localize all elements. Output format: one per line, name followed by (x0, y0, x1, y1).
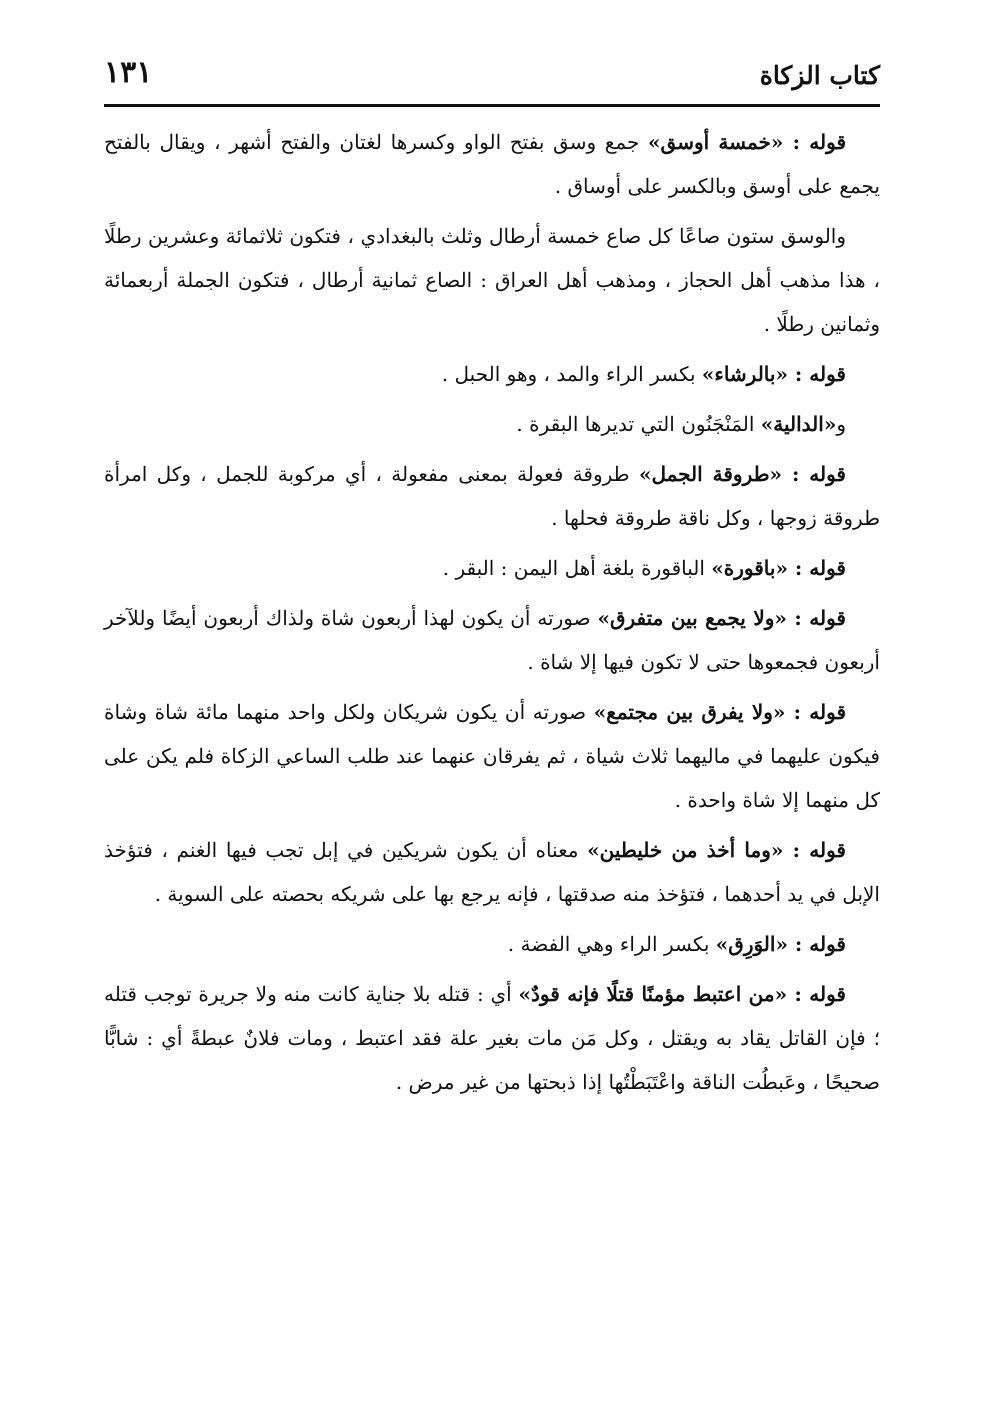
paragraph-text: صورته أن يكون لهذا أربعون شاة ولذاك أربعون أيضًا وللآخر أربعون فجمعوها حتى لا تكون فيها إلا شاة . (104, 606, 880, 674)
paragraph-wariq (104, 922, 880, 966)
paragraph-wasq (104, 214, 880, 346)
paragraph-daliya (104, 402, 880, 446)
quoted-term: «الوَرِق» (715, 932, 788, 956)
paragraph-text: بكسر الراء وهي الفضة . (507, 932, 716, 956)
quoted-term: «خمسة أوسق» (648, 130, 784, 154)
page-number: ١٣١ (104, 55, 153, 90)
page-body (104, 120, 880, 1110)
paragraph-la-yujma (104, 596, 880, 684)
paragraph-taruqat-al-jamal (104, 452, 880, 540)
paragraph-text: بكسر الراء والمد ، وهو الحبل . (441, 362, 702, 386)
paragraph-lead: قوله : (787, 932, 846, 956)
paragraph-khamsat-awsuq (104, 120, 880, 208)
paragraph-text: صورته أن يكون شريكان ولكل واحد منهما مائة شاة وشاة فيكون عليهما في ماليهما ثلاث شياة ، ثم يفرقان عنهما عند طلب الساعي الزكاة فلم يكن على كل منهما إلا شاة واحدة . (104, 700, 880, 812)
paragraph-lead: قوله : (787, 982, 846, 1006)
quoted-term: «ولا يجمع بين متفرق» (597, 606, 787, 630)
quoted-term: «وما أخذ من خليطين» (587, 838, 784, 862)
paragraph-lead: قوله : (783, 130, 847, 154)
quoted-term: «طروقة الجمل» (638, 462, 783, 486)
header-rule (104, 104, 880, 107)
paragraph-lead: قوله : (787, 556, 846, 580)
paragraph-text: الباقورة بلغة أهل اليمن : البقر . (442, 556, 712, 580)
running-title: كتاب الزكاة (759, 61, 880, 90)
paragraph-baqura (104, 546, 880, 590)
paragraph-text: والوسق ستون صاعًا كل صاع خمسة أرطال وثلث بالبغدادي ، فتكون ثلاثمائة وعشرين رطلًا ، هذا مذهب أهل الحجاز ، ومذهب أهل العراق : الصاع ثمانية أرطال ، فتكون الجملة أربعمائة وثمانين رطلًا . (104, 224, 880, 336)
paragraph-text: معناه أن يكون شريكين في إبل تجب فيها الغنم ، فتؤخذ الإبل في يد أحدهما ، فتؤخذ منه صدقتها ، فإنه يرجع بها على شريكه بحصته على السوية . (104, 838, 880, 906)
paragraph-rasha (104, 352, 880, 396)
paragraph-text: طروقة فعولة بمعنى مفعولة ، أي مركوبة للجمل ، وكل امرأة طروقة زوجها ، وكل ناقة طروقة فحلها . (104, 462, 880, 530)
paragraph-lead: قوله : (786, 606, 846, 630)
paragraph-khalitayn (104, 828, 880, 916)
quoted-term: «بالرشاء» (701, 362, 788, 386)
paragraph-itabata (104, 972, 880, 1104)
paragraph-lead: قوله : (782, 462, 846, 486)
paragraph-lead: قوله : (787, 362, 846, 386)
paragraph-lead: قوله : (785, 700, 847, 724)
quoted-term: «ولا يفرق بين مجتمع» (593, 700, 786, 724)
paragraph-text: جمع وسق بفتح الواو وكسرها لغتان والفتح أشهر ، ويقال بالفتح يجمع على أوسق وبالكسر على أوساق . (104, 130, 880, 198)
quoted-term: «باقورة» (711, 556, 788, 580)
quoted-term: «الدالية» (760, 412, 837, 436)
paragraph-lead: و (836, 412, 846, 436)
paragraph-lead: قوله : (783, 838, 846, 862)
paragraph-text: المَنْجَنُون التي تديرها البقرة . (516, 412, 761, 436)
paragraph-text: أي : قتله بلا جناية كانت منه ولا جريرة توجب قتله ؛ فإن القاتل يقاد به ويقتل ، وكل مَن مات بغير علة فقد اعتبط ، ومات فلانٌ عبطةً أي : شابًّا صحيحًا ، وعَبطُت الناقة واعْتَبَطْتُها إذا ذبحتها من غير مرض . (104, 982, 880, 1094)
page-header (104, 52, 880, 100)
paragraph-la-yufarraq (104, 690, 880, 822)
quoted-term: «من اعتبط مؤمنًا قتلًا فإنه قودٌ» (518, 982, 788, 1006)
